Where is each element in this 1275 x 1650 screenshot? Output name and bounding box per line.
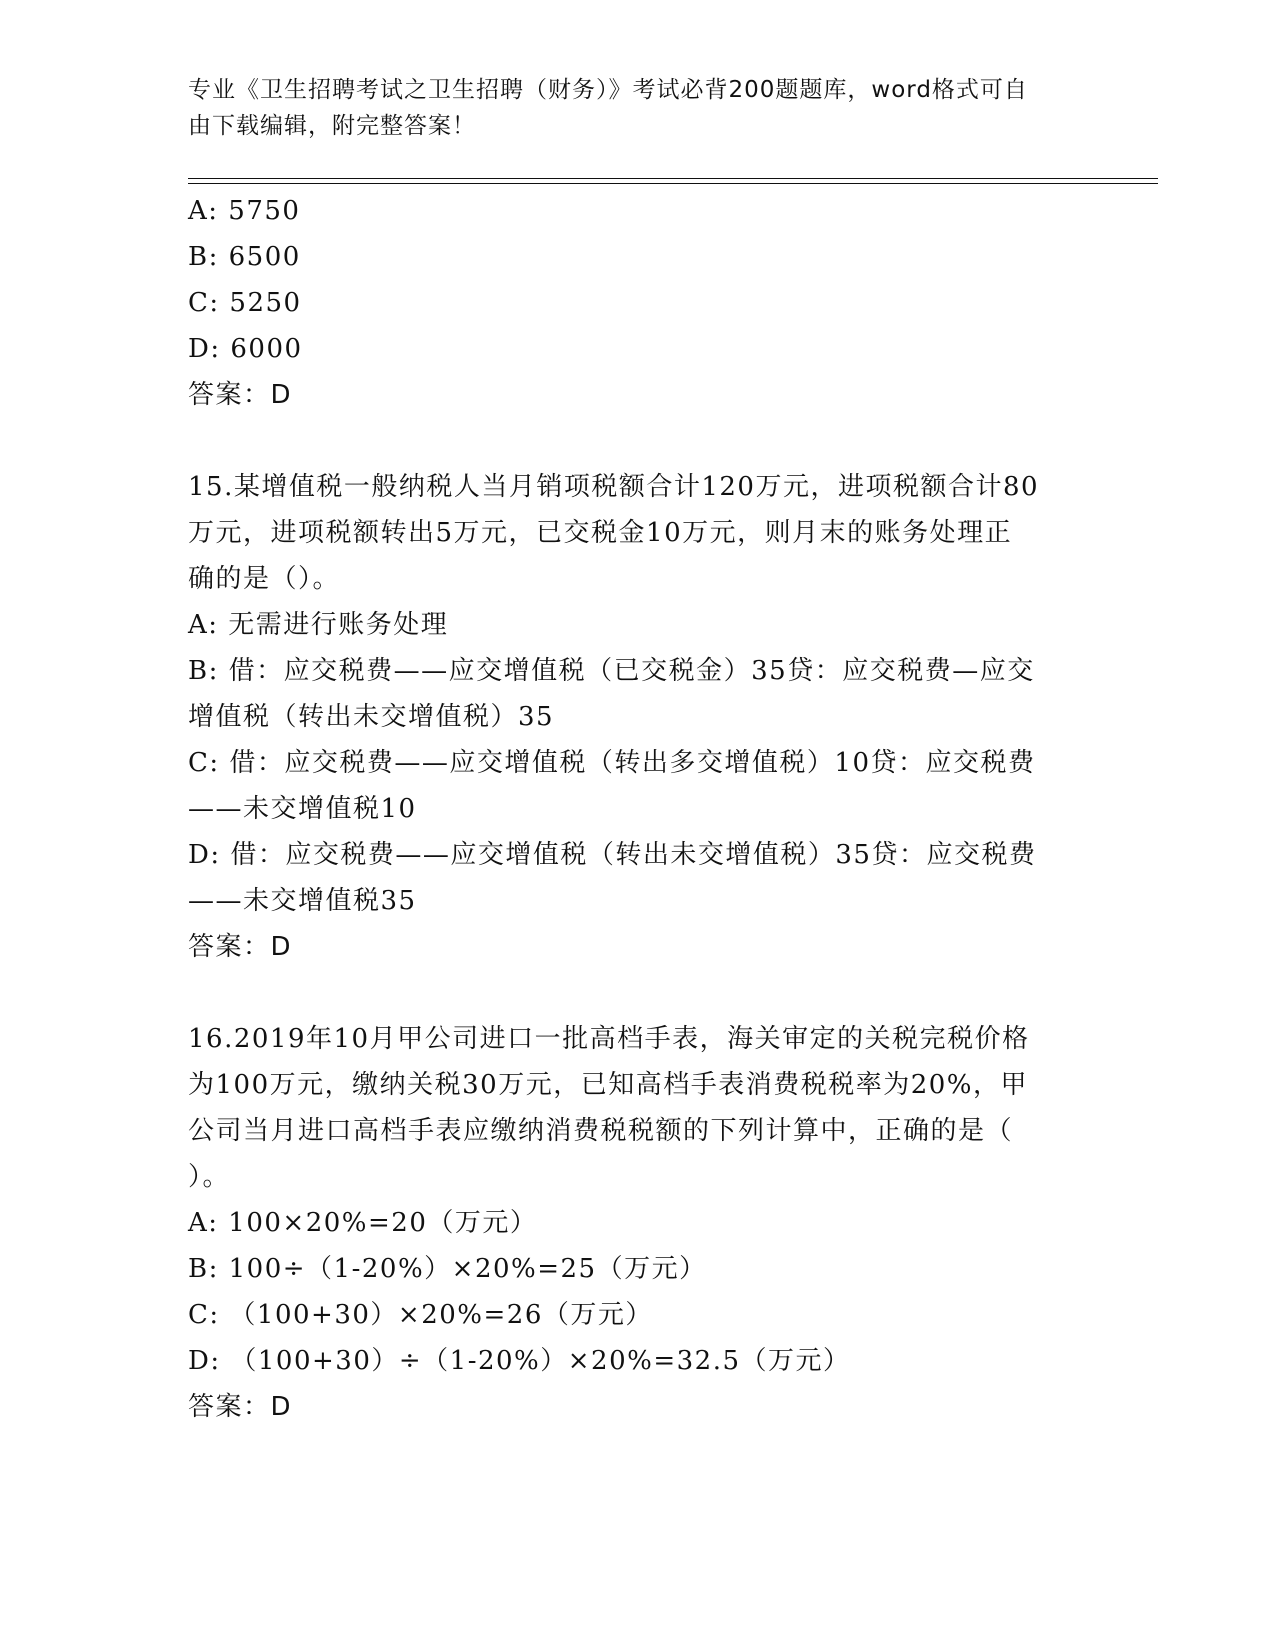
q14-answer: 答案：D <box>188 380 293 410</box>
document-header <box>188 72 1068 144</box>
q15-answer: 答案：D <box>188 932 293 962</box>
q15-option-c-line-1: C: 借：应交税费——应交增值税（转出多交增值税）10贷：应交税费 <box>188 748 1036 778</box>
q15-option-d-line-2: ——未交增值税35 <box>188 886 417 916</box>
question-14-block <box>188 188 1088 418</box>
q15-option-b-line-1: B: 借：应交税费——应交增值税（已交税金）35贷：应交税费—应交 <box>188 656 1035 686</box>
q16-option-c: C: （100+30）×20%=26（万元） <box>188 1300 653 1330</box>
header-line-2: 由下载编辑，附完整答案！ <box>188 113 476 139</box>
q16-option-a: A: 100×20%=20（万元） <box>188 1208 538 1238</box>
q16-answer: 答案：D <box>188 1392 293 1422</box>
q14-option-d: D: 6000 <box>188 334 303 364</box>
spacer <box>188 970 1088 1016</box>
q16-stem-line-2: 为100万元，缴纳关税30万元，已知高档手表消费税税率为20%，甲 <box>188 1070 1028 1100</box>
q16-stem-line-1: 16.2019年10月甲公司进口一批高档手表，海关审定的关税完税价格 <box>188 1024 1030 1054</box>
question-16-block <box>188 1016 1088 1430</box>
q14-option-a: A: 5750 <box>188 196 301 226</box>
header-line-1: 专业《卫生招聘考试之卫生招聘（财务）》考试必背200题题库，word格式可自 <box>188 77 1028 103</box>
q15-option-b-line-2: 增值税（转出未交增值税）35 <box>188 702 555 732</box>
q14-option-b: B: 6500 <box>188 242 301 272</box>
question-15-block <box>188 464 1088 970</box>
q15-stem-line-1: 15.某增值税一般纳税人当月销项税额合计120万元，进项税额合计80 <box>188 472 1040 502</box>
q16-option-d: D: （100+30）÷（1-20%）×20%=32.5（万元） <box>188 1346 851 1376</box>
header-divider-top <box>188 178 1158 179</box>
q15-option-c-line-2: ——未交增值税10 <box>188 794 417 824</box>
q15-stem-line-2: 万元，进项税额转出5万元，已交税金10万元，则月末的账务处理正 <box>188 518 1013 548</box>
spacer <box>188 418 1088 464</box>
document-body <box>188 188 1088 1430</box>
q16-stem-line-3: 公司当月进口高档手表应缴纳消费税税额的下列计算中，正确的是（ <box>188 1116 1014 1146</box>
q16-option-b: B: 100÷（1-20%）×20%=25（万元） <box>188 1254 707 1284</box>
q14-option-c: C: 5250 <box>188 288 302 318</box>
q15-option-a: A: 无需进行账务处理 <box>188 610 449 640</box>
q15-option-d-line-1: D: 借：应交税费——应交增值税（转出未交增值税）35贷：应交税费 <box>188 840 1037 870</box>
header-divider-bottom <box>188 183 1158 184</box>
q16-stem-line-4: ）。 <box>188 1162 231 1192</box>
q15-stem-line-3: 确的是（）。 <box>188 564 341 594</box>
